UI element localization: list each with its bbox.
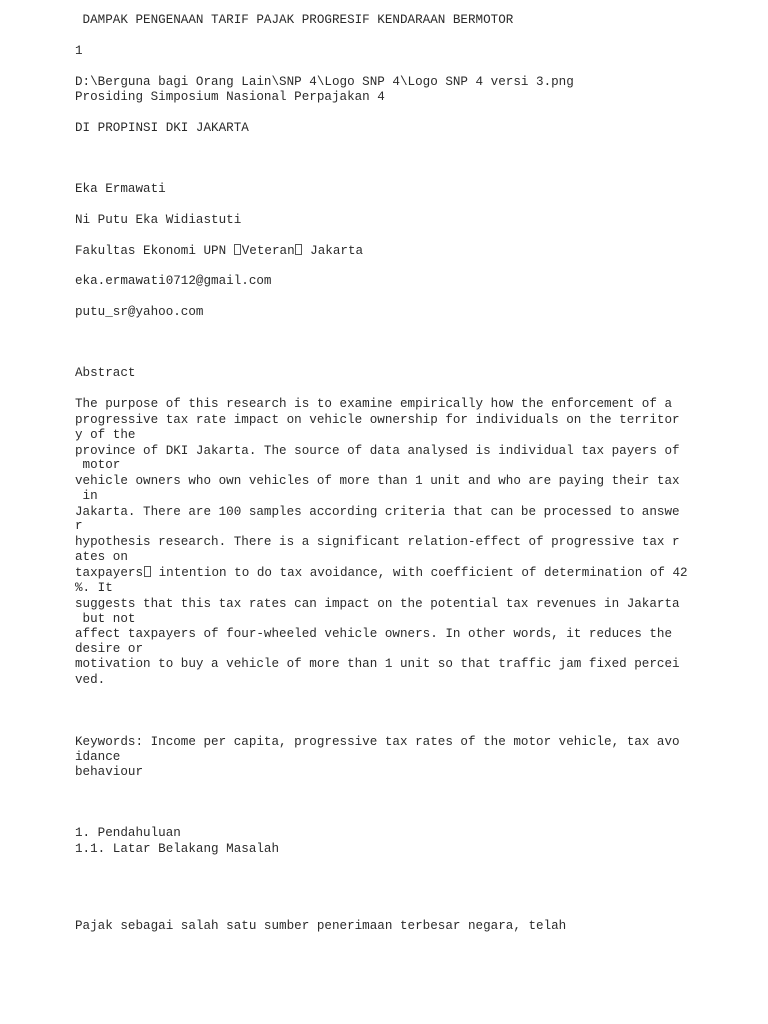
abstract-line: hypothesis research. There is a significant relation-effect of progressive tax r bbox=[75, 535, 680, 549]
abstract-line: r bbox=[75, 519, 83, 533]
abstract-line: progressive tax rate impact on vehicle ownership for individuals on the territor bbox=[75, 413, 680, 427]
missing-glyph-box bbox=[295, 244, 302, 255]
abstract-line: ved. bbox=[75, 673, 106, 687]
abstract-heading: Abstract bbox=[75, 366, 136, 380]
paper-title: DAMPAK PENGENAAN TARIF PAJAK PROGRESIF KENDARAAN BERMOTOR bbox=[75, 13, 514, 27]
logo-path-text: D:\Berguna bagi Orang Lain\SNP 4\Logo SNP 4\Logo SNP 4 versi 3.png bbox=[75, 75, 574, 89]
abstract-line: motor bbox=[75, 458, 121, 472]
email-2: putu_sr@yahoo.com bbox=[75, 305, 204, 319]
abstract-line-after-box: intention to do tax avoidance, with coefficient of determination of 42 bbox=[151, 566, 688, 580]
affiliation-suffix: Jakarta bbox=[302, 244, 364, 258]
keywords-line: idance bbox=[75, 750, 121, 764]
abstract-line: y of the bbox=[75, 428, 136, 442]
affiliation-prefix: Fakultas Ekonomi UPN bbox=[75, 244, 234, 258]
abstract-line: The purpose of this research is to examine empirically how the enforcement of a bbox=[75, 397, 673, 411]
email-1: eka.ermawati0712@gmail.com bbox=[75, 274, 272, 288]
abstract-line: suggests that this tax rates can impact on the potential tax revenues in Jakarta bbox=[75, 597, 680, 611]
keywords-line: Keywords: Income per capita, progressive tax rates of the motor vehicle, tax avo bbox=[75, 735, 680, 749]
abstract-line: motivation to buy a vehicle of more than 1 unit so that traffic jam fixed percei bbox=[75, 657, 680, 671]
abstract-line: in bbox=[75, 489, 98, 503]
affiliation-middle: Veteran bbox=[241, 244, 295, 258]
subsection-heading: 1.1. Latar Belakang Masalah bbox=[75, 842, 280, 856]
abstract-line bbox=[75, 566, 688, 581]
abstract-line: province of DKI Jakarta. The source of data analysed is individual tax payers of bbox=[75, 444, 680, 458]
affiliation bbox=[75, 244, 363, 259]
abstract-line: Jakarta. There are 100 samples according criteria that can be processed to answe bbox=[75, 505, 680, 519]
author-1: Eka Ermawati bbox=[75, 182, 166, 196]
abstract-line: affect taxpayers of four-wheeled vehicle owners. In other words, it reduces the bbox=[75, 627, 673, 641]
abstract-line: %. It bbox=[75, 581, 113, 595]
page-number: 1 bbox=[75, 44, 83, 58]
body-paragraph-start: Pajak sebagai salah satu sumber penerimaan terbesar negara, telah bbox=[75, 919, 567, 933]
section-heading: 1. Pendahuluan bbox=[75, 826, 181, 840]
author-2: Ni Putu Eka Widiastuti bbox=[75, 213, 242, 227]
paper-title-continued: DI PROPINSI DKI JAKARTA bbox=[75, 121, 249, 135]
missing-glyph-box bbox=[144, 566, 151, 577]
abstract-line: but not bbox=[75, 612, 136, 626]
abstract-line: desire or bbox=[75, 642, 144, 656]
abstract-line: ates on bbox=[75, 550, 128, 564]
abstract-line: vehicle owners who own vehicles of more than 1 unit and who are paying their tax bbox=[75, 474, 680, 488]
keywords-line: behaviour bbox=[75, 765, 144, 779]
abstract-line-before-box: taxpayers bbox=[75, 566, 144, 580]
proceedings-name: Prosiding Simposium Nasional Perpajakan 4 bbox=[75, 90, 385, 104]
missing-glyph-box bbox=[234, 244, 241, 255]
